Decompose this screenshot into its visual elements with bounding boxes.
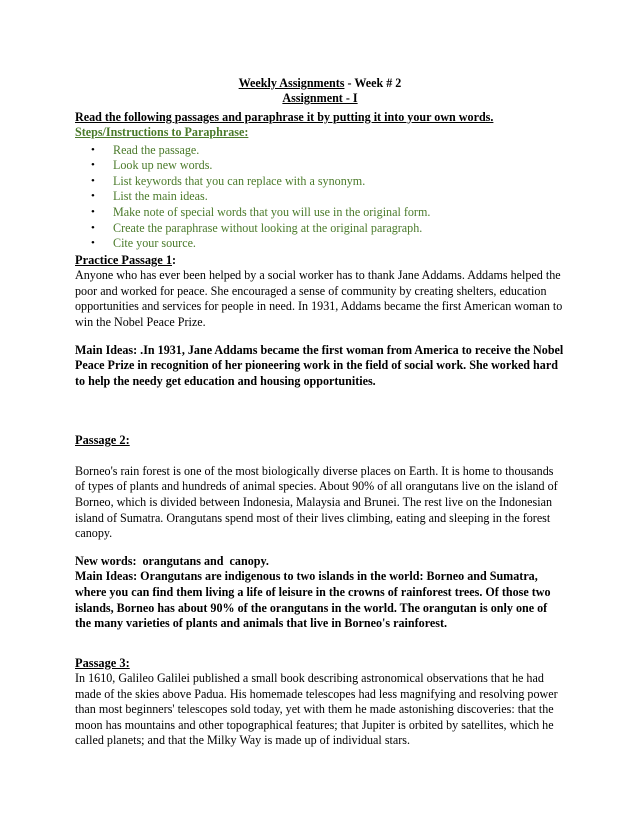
subtitle-text: Assignment - I [282, 91, 358, 106]
passage-2-title: Passage 2: [75, 433, 130, 448]
document-title [75, 76, 565, 91]
passage-3-title: Passage 3: [75, 655, 130, 670]
title-prefix: Weekly Assignments [238, 76, 345, 90]
spacer [75, 542, 565, 554]
practice-passage-heading [75, 253, 565, 268]
list-item: • List the main ideas. [91, 189, 208, 204]
bullet-icon: • [91, 206, 95, 218]
document-page [75, 76, 565, 749]
title-suffix: - Week # 2 [344, 76, 402, 90]
bullet-icon: • [91, 143, 95, 156]
list-item: • Look up new words. [91, 158, 213, 173]
practice-passage-body: Anyone who has ever been helped by a social worker has to thank Jane Addams. Addams helped the poor and worked for peace. She encouraged a sense of community by creating shelters, education opportunities and services for people in need. In 1931, Addams became the first American woman to win the Nobel Peace Prize. [75, 268, 563, 329]
spacer [75, 449, 565, 464]
practice-main-ideas: Main Ideas: .In 1931, Jane Addams became the first woman from America to receive the Nobel Peace Prize in recognition of her pioneering work in the field of social work. She worked hard to help the needy get education and housing opportunities. [75, 342, 564, 388]
list-item: • Read the passage. [91, 142, 200, 157]
bullet-icon: • [91, 190, 95, 203]
instruction-text: Read the following passages and paraphrase it by putting it into your own words. [75, 109, 494, 124]
spacer [75, 421, 565, 433]
passage-2-main-ideas: Main Ideas: Orangutans are indigenous to two islands in the world: Borneo and Sumatra, where you can find them living a life of leisure in the crowns of rainforest trees. Of those two islands, Borneo has about 90% of the orangutans in the world. The orangutan is only one of the many varieties of plants and animals that live in Borneo's rainforest. [75, 569, 551, 631]
bullet-icon: • [91, 174, 95, 187]
list-item: • Create the paraphrase without looking at the original paragraph. [91, 220, 423, 235]
passage-3-body: In 1610, Galileo Galilei published a small book describing astronomical observations that he had made of the skies above Padua. His homemade telescopes had less magnifying and resolving power than most beginners' telescopes sold today, yet with them he made astonishing discoveries: that the moon has mountains and other topographical features; that Jupiter is orbited by satellites, which he called planets; and that the Milky Way is made up of individual stars. [75, 671, 558, 748]
steps-list [75, 143, 565, 252]
document-subtitle [75, 91, 565, 106]
list-item: • Make note of special words that you will use in the original form. [91, 205, 431, 219]
bullet-icon: • [91, 221, 95, 234]
passage-2-new-words: New words: orangutans and canopy. [75, 553, 269, 568]
passage-2-body: Borneo's rain forest is one of the most biologically diverse places on Earth. It is home to thousands of types of plants and hundreds of animal species. About 90% of all orangutans live on the island of Borneo, which is divided between Indonesia, Malaysia and Brunei. The rest live on the Indonesian island of Sumatra. Orangutans spend most of their lives climbing, eating and sleeping in the forest canopy. [75, 463, 558, 541]
list-item: • Cite your source. [91, 236, 196, 251]
practice-passage-colon: : [172, 252, 177, 267]
spacer [75, 331, 565, 343]
bullet-icon: • [91, 159, 95, 172]
steps-heading: Steps/Instructions to Paraphrase: [75, 125, 249, 140]
practice-passage-title: Practice Passage 1 [75, 252, 173, 267]
spacer [75, 632, 565, 656]
list-item: • List keywords that you can replace with a synonym. [91, 173, 366, 188]
spacer [75, 389, 565, 421]
bullet-icon: • [91, 237, 95, 250]
